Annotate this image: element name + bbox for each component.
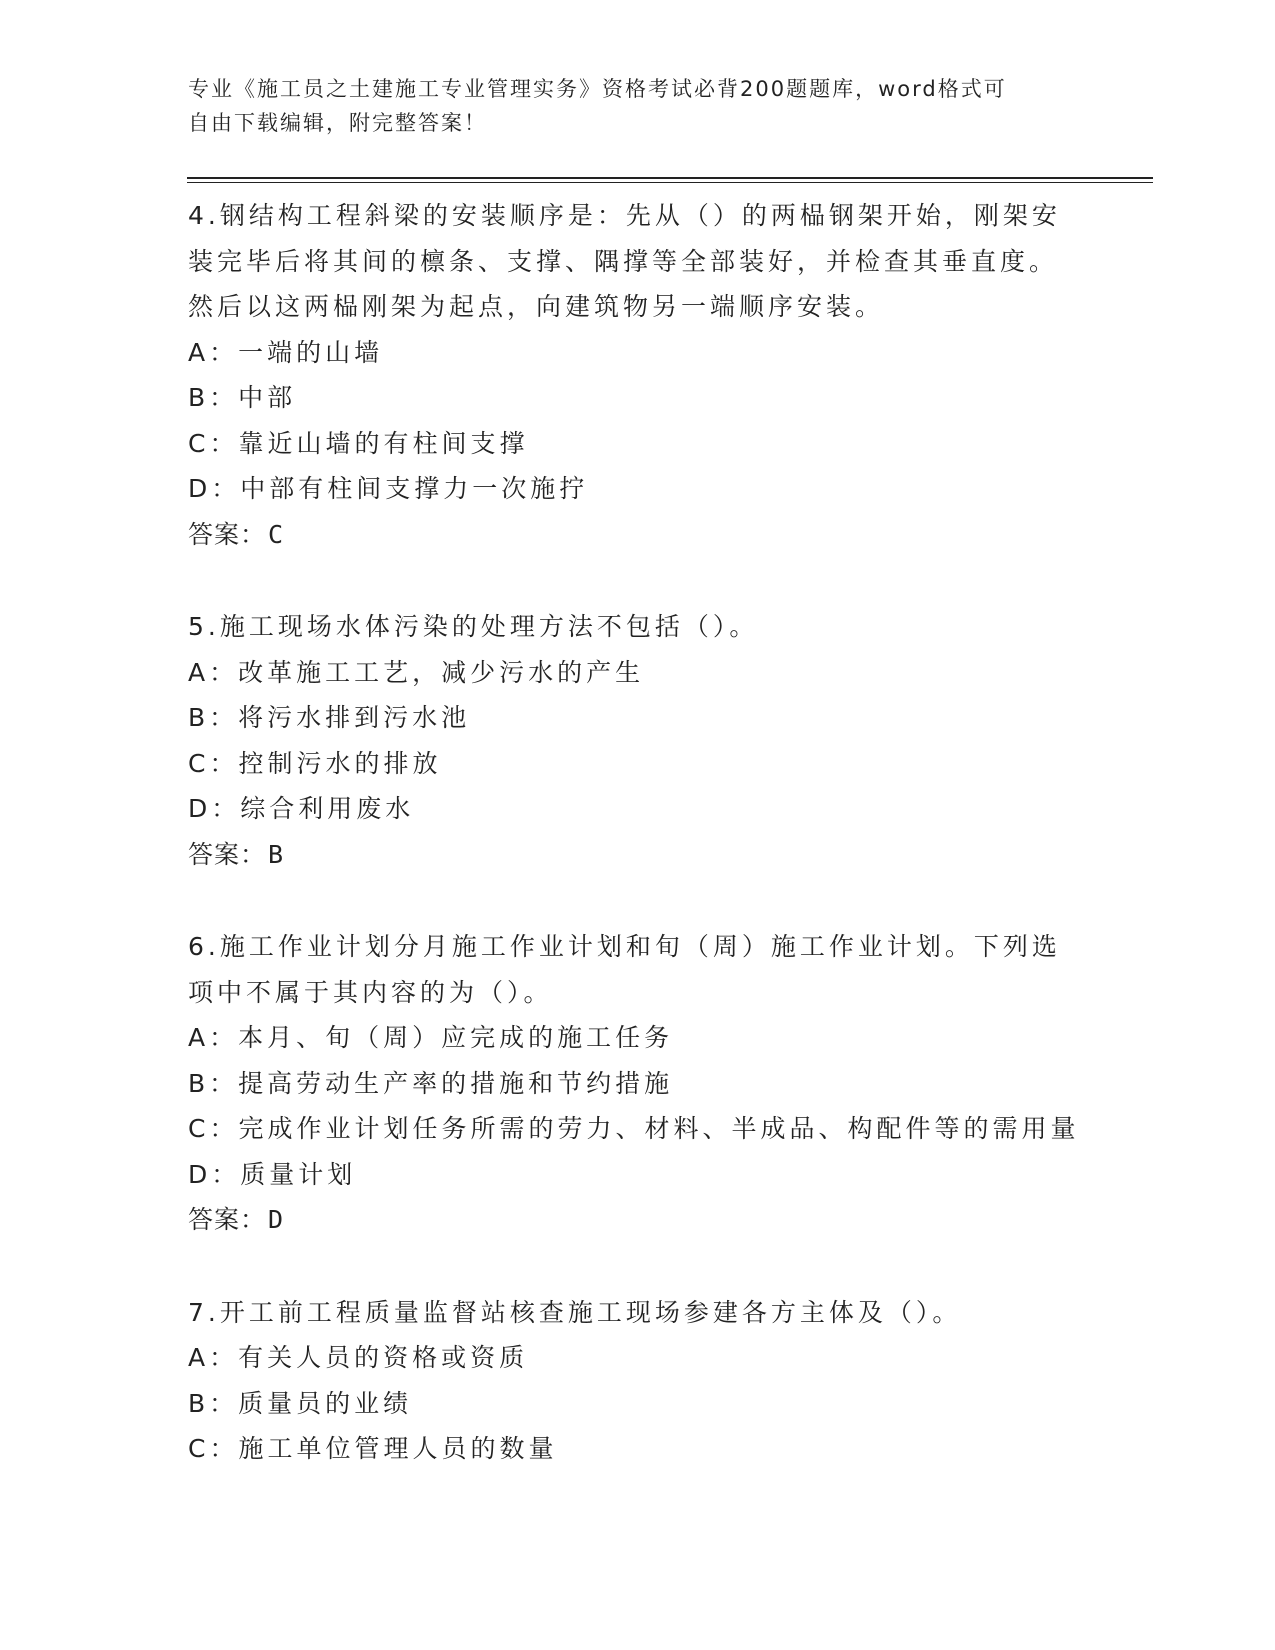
question-stem-line: 装完毕后将其间的檩条、支撑、隅撑等全部装好，并检查其垂直度。: [188, 246, 1059, 276]
option-c: C：完成作业计划任务所需的劳力、材料、半成品、构配件等的需用量: [188, 1114, 1080, 1143]
header-title-line-2: 自由下载编辑，附完整答案！: [188, 111, 487, 135]
header-title-line-1: 专业《施工员之土建施工专业管理实务》资格考试必背200题题库，word格式可: [188, 77, 1007, 101]
option-d: D：质量计划: [188, 1159, 357, 1189]
option-c: C：施工单位管理人员的数量: [188, 1434, 558, 1463]
answer-label: 答案：: [188, 839, 267, 869]
question-stem-line: 6.施工作业计划分月施工作业计划和旬（周）施工作业计划。下列选: [188, 932, 1061, 961]
option-d: D：中部有柱间支撑力一次施拧: [188, 474, 589, 503]
option-d: D：综合利用废水: [188, 794, 415, 823]
answer-label: 答案：: [188, 519, 267, 549]
option-b: B：将污水排到污水池: [188, 703, 471, 732]
answer-value: D: [268, 1205, 286, 1234]
option-c: C：靠近山墙的有柱间支撑: [188, 428, 529, 458]
question-item: [188, 193, 1128, 557]
question-stem-line: 项中不属于其内容的为（）。: [188, 977, 553, 1007]
option-b: B：质量员的业绩: [188, 1388, 413, 1418]
option-b: B：中部: [188, 383, 297, 412]
answer-label: 答案：: [188, 1205, 267, 1234]
option-a: A：有关人员的资格或资质: [188, 1343, 529, 1372]
option-c: C：控制污水的排放: [188, 748, 442, 778]
option-a: A：本月、旬（周）应完成的施工任务: [188, 1023, 674, 1052]
header-divider-thick: [187, 177, 1153, 179]
option-a: A：改革施工工艺，减少污水的产生: [188, 657, 645, 687]
header-divider-thin: [187, 182, 1153, 183]
question-list: [188, 193, 1128, 1519]
answer-line: [188, 1197, 1128, 1243]
question-item: [188, 604, 1128, 877]
option-a: A：一端的山墙: [188, 337, 384, 367]
question-stem-line: 5.施工现场水体污染的处理方法不包括（）。: [188, 612, 759, 641]
option-b: B：提高劳动生产率的措施和节约措施: [188, 1068, 674, 1098]
answer-value: B: [268, 839, 286, 869]
answer-line: [188, 512, 1128, 558]
question-item: [188, 1290, 1128, 1472]
question-item: [188, 924, 1128, 1243]
document-header: [188, 72, 1068, 140]
answer-value: C: [268, 519, 286, 549]
answer-line: [188, 832, 1128, 878]
question-stem-line: 4.钢结构工程斜梁的安装顺序是：先从（）的两榀钢架开始，刚架安: [188, 201, 1061, 230]
question-stem-line: 然后以这两榀刚架为起点，向建筑物另一端顺序安装。: [188, 292, 885, 321]
question-stem-line: 7.开工前工程质量监督站核查施工现场参建各方主体及（）。: [188, 1297, 962, 1327]
